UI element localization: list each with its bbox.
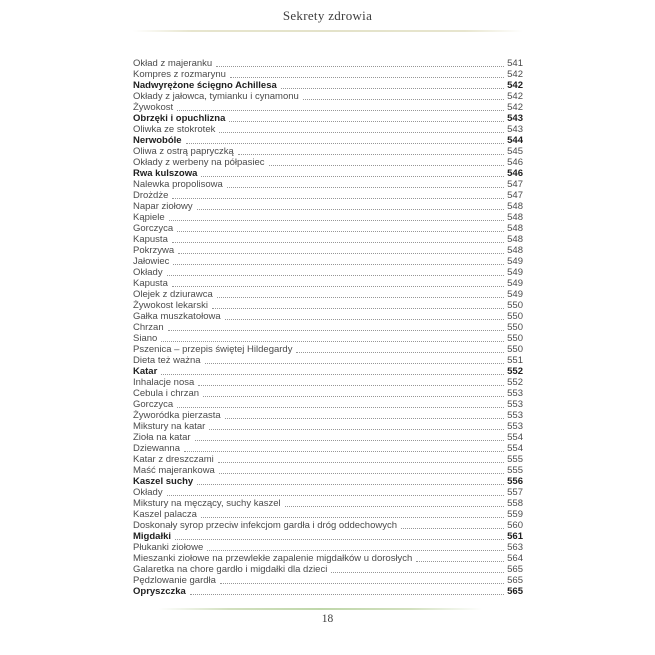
toc-leader-dots [218,454,504,463]
toc-entry [133,113,523,124]
toc-entry-page: 553 [507,388,523,399]
toc-entry-label: Nadwyrężone ścięgno Achillesa [133,80,277,91]
toc-leader-dots [227,179,504,188]
toc-entry-page: 558 [507,498,523,509]
toc-entry-label: Gorczyca [133,223,174,234]
toc-entry-label: Kaszel palacza [133,509,197,520]
toc-entry-page: 542 [507,102,523,113]
toc-leader-dots [177,399,504,408]
toc-entry-label: Drożdże [133,190,169,201]
toc-entry-label: Oliwka ze stokrotek [133,124,216,135]
toc-entry [133,509,523,520]
toc-leader-dots [209,421,504,430]
toc-leader-dots [178,245,504,254]
toc-leader-dots [184,443,504,452]
toc-entry-page: 542 [507,91,523,102]
toc-entry-label: Kapusta [133,234,168,245]
toc-entry-page: 554 [507,443,523,454]
toc-entry [133,80,523,91]
toc-leader-dots [161,333,504,342]
toc-entry-label: Mikstury na katar [133,421,206,432]
toc-entry [133,399,523,410]
toc-entry-label: Jałowiec [133,256,170,267]
toc-entry-label: Okłady z jałowca, tymianku i cynamonu [133,91,299,102]
toc-entry-label: Kaszel suchy [133,476,194,487]
toc-leader-dots [217,289,504,298]
toc-entry-page: 565 [507,564,523,575]
toc-entry [133,168,523,179]
toc-leader-dots [175,531,504,540]
toc-leader-dots [198,377,504,386]
toc-leader-dots [331,564,504,573]
toc-entry [133,124,523,135]
toc-leader-dots [219,465,504,474]
toc-entry-page: 563 [507,542,523,553]
toc-entry-label: Inhalacje nosa [133,377,195,388]
toc-leader-dots [225,311,504,320]
toc-entry [133,454,523,465]
toc-entry [133,278,523,289]
toc-leader-dots [207,542,504,551]
toc-leader-dots [197,476,504,485]
toc-entry [133,135,523,146]
toc-entry-page: 543 [507,113,523,124]
toc-entry-page: 547 [507,179,523,190]
toc-entry-page: 546 [507,157,523,168]
toc-leader-dots [303,91,504,100]
toc-leader-dots [212,300,504,309]
toc-leader-dots [167,487,505,496]
toc-entry-label: Nerwobóle [133,135,182,146]
toc-entry-page: 557 [507,487,523,498]
toc-entry-label: Pokrzywa [133,245,175,256]
toc-entry-page: 547 [507,190,523,201]
toc-leader-dots [296,344,504,353]
toc-entry [133,91,523,102]
toc-entry-page: 555 [507,465,523,476]
toc-entry [133,58,523,69]
toc-entry-label: Zioła na katar [133,432,191,443]
toc-entry-page: 550 [507,311,523,322]
toc-leader-dots [203,388,504,397]
toc-entry-label: Pszenica – przepis świętej Hildegardy [133,344,293,355]
toc-entry-label: Chrzan [133,322,164,333]
toc-entry-label: Okłady z werbeny na półpasiec [133,157,265,168]
toc-entry [133,520,523,531]
toc-entry [133,201,523,212]
toc-entry [133,256,523,267]
toc-entry [133,575,523,586]
toc-entry [133,289,523,300]
toc-entry [133,421,523,432]
toc-leader-dots [269,157,505,166]
toc-entry-page: 560 [507,520,523,531]
toc-entry-page: 549 [507,278,523,289]
toc-entry-label: Siano [133,333,158,344]
toc-entry-label: Doskonały syrop przeciw infekcjom gardła i dróg oddechowych [133,520,398,531]
toc-leader-dots [225,410,504,419]
toc-entry [133,267,523,278]
footer-rule-divider [158,608,482,610]
toc-entry [133,487,523,498]
toc-entry-label: Mikstury na męczący, suchy kaszel [133,498,281,509]
toc-entry [133,322,523,333]
toc-leader-dots [172,190,504,199]
toc-entry-label: Płukanki ziołowe [133,542,204,553]
toc-entry-page: 550 [507,322,523,333]
table-of-contents [133,58,523,597]
toc-leader-dots [197,201,504,210]
toc-leader-dots [190,586,504,595]
toc-entry [133,542,523,553]
toc-entry-page: 548 [507,212,523,223]
toc-entry-label: Żyworódka pierzasta [133,410,221,421]
toc-entry [133,344,523,355]
toc-leader-dots [205,355,505,364]
toc-leader-dots [172,234,504,243]
footer-page-number: 18 [321,613,334,625]
toc-leader-dots [177,223,504,232]
toc-entry-label: Obrzęki i opuchlizna [133,113,226,124]
toc-entry [133,564,523,575]
toc-leader-dots [168,322,505,331]
toc-entry [133,476,523,487]
header-rule-divider [133,30,523,32]
toc-entry-label: Kapusta [133,278,168,289]
toc-leader-dots [201,168,504,177]
toc-entry-label: Maść majerankowa [133,465,215,476]
toc-entry [133,586,523,597]
toc-entry-page: 565 [507,586,523,597]
toc-entry-label: Okłady [133,267,163,278]
toc-entry [133,223,523,234]
toc-leader-dots [172,278,504,287]
toc-entry [133,157,523,168]
toc-entry [133,300,523,311]
toc-entry-page: 555 [507,454,523,465]
toc-leader-dots [416,553,504,562]
toc-leader-dots [169,212,504,221]
toc-entry [133,465,523,476]
toc-entry-page: 554 [507,432,523,443]
toc-leader-dots [173,256,504,265]
toc-entry-page: 544 [507,135,523,146]
toc-entry-label: Żywokost lekarski [133,300,208,311]
toc-entry [133,443,523,454]
toc-entry-page: 552 [507,377,523,388]
toc-entry-page: 545 [507,146,523,157]
toc-entry-label: Żywokost [133,102,174,113]
toc-entry-label: Oliwa z ostrą papryczką [133,146,234,157]
toc-entry [133,366,523,377]
toc-entry-page: 548 [507,201,523,212]
toc-leader-dots [177,102,504,111]
toc-leader-dots [281,80,504,89]
toc-leader-dots [401,520,504,529]
toc-entry-label: Okłady [133,487,163,498]
toc-leader-dots [219,124,504,133]
toc-entry-page: 553 [507,421,523,432]
toc-entry-label: Kąpiele [133,212,165,223]
toc-entry-page: 548 [507,234,523,245]
toc-entry-label: Nalewka propolisowa [133,179,223,190]
toc-entry-page: 546 [507,168,523,179]
toc-entry-page: 543 [507,124,523,135]
toc-entry [133,245,523,256]
toc-entry [133,498,523,509]
toc-entry-page: 552 [507,366,523,377]
toc-entry-label: Gałka muszkatołowa [133,311,221,322]
toc-entry-page: 541 [507,58,523,69]
toc-leader-dots [238,146,504,155]
toc-entry-page: 542 [507,69,523,80]
toc-leader-dots [167,267,505,276]
toc-entry [133,102,523,113]
toc-entry-page: 553 [507,410,523,421]
toc-entry-page: 550 [507,333,523,344]
toc-entry-page: 548 [507,223,523,234]
toc-leader-dots [229,113,504,122]
toc-entry [133,179,523,190]
toc-entry-label: Kompres z rozmarynu [133,69,226,80]
toc-entry-page: 564 [507,553,523,564]
toc-leader-dots [201,509,504,518]
toc-entry [133,212,523,223]
toc-entry-page: 561 [507,531,523,542]
toc-entry-label: Galaretka na chore gardło i migdałki dla dzieci [133,564,328,575]
toc-entry-label: Opryszczka [133,586,186,597]
toc-entry [133,410,523,421]
toc-entry-label: Okład z majeranku [133,58,213,69]
toc-leader-dots [285,498,504,507]
toc-leader-dots [186,135,505,144]
toc-entry-page: 548 [507,245,523,256]
toc-entry-label: Cebula i chrzan [133,388,200,399]
toc-entry [133,311,523,322]
toc-entry [133,333,523,344]
toc-entry-page: 542 [507,80,523,91]
toc-entry [133,553,523,564]
toc-entry [133,432,523,443]
toc-entry-label: Dziewanna [133,443,180,454]
toc-entry-page: 556 [507,476,523,487]
toc-entry-label: Pędzlowanie gardła [133,575,216,586]
toc-entry-page: 549 [507,289,523,300]
toc-entry-page: 549 [507,267,523,278]
toc-entry [133,234,523,245]
toc-entry-label: Migdałki [133,531,172,542]
toc-entry-label: Dieta też ważna [133,355,201,366]
toc-entry-page: 550 [507,344,523,355]
toc-entry-label: Mieszanki ziołowe na przewlekłe zapalenie migdałków u dorosłych [133,553,413,564]
toc-entry [133,69,523,80]
toc-entry [133,146,523,157]
toc-entry-label: Olejek z dziurawca [133,289,213,300]
toc-entry-label: Katar z dreszczami [133,454,214,465]
toc-entry-label: Napar ziołowy [133,201,193,212]
toc-entry-page: 550 [507,300,523,311]
toc-entry-page: 565 [507,575,523,586]
toc-leader-dots [161,366,504,375]
toc-entry-page: 553 [507,399,523,410]
toc-entry [133,377,523,388]
toc-entry-page: 559 [507,509,523,520]
toc-entry [133,190,523,201]
toc-leader-dots [195,432,505,441]
toc-leader-dots [216,58,504,67]
toc-entry-label: Rwa kulszowa [133,168,198,179]
toc-entry-label: Gorczyca [133,399,174,410]
toc-entry-label: Katar [133,366,158,377]
toc-entry [133,355,523,366]
toc-leader-dots [220,575,504,584]
toc-entry [133,531,523,542]
toc-leader-dots [230,69,504,78]
page-header-title: Sekrety zdrowia [282,8,373,23]
toc-entry-page: 551 [507,355,523,366]
toc-entry-page: 549 [507,256,523,267]
toc-entry [133,388,523,399]
